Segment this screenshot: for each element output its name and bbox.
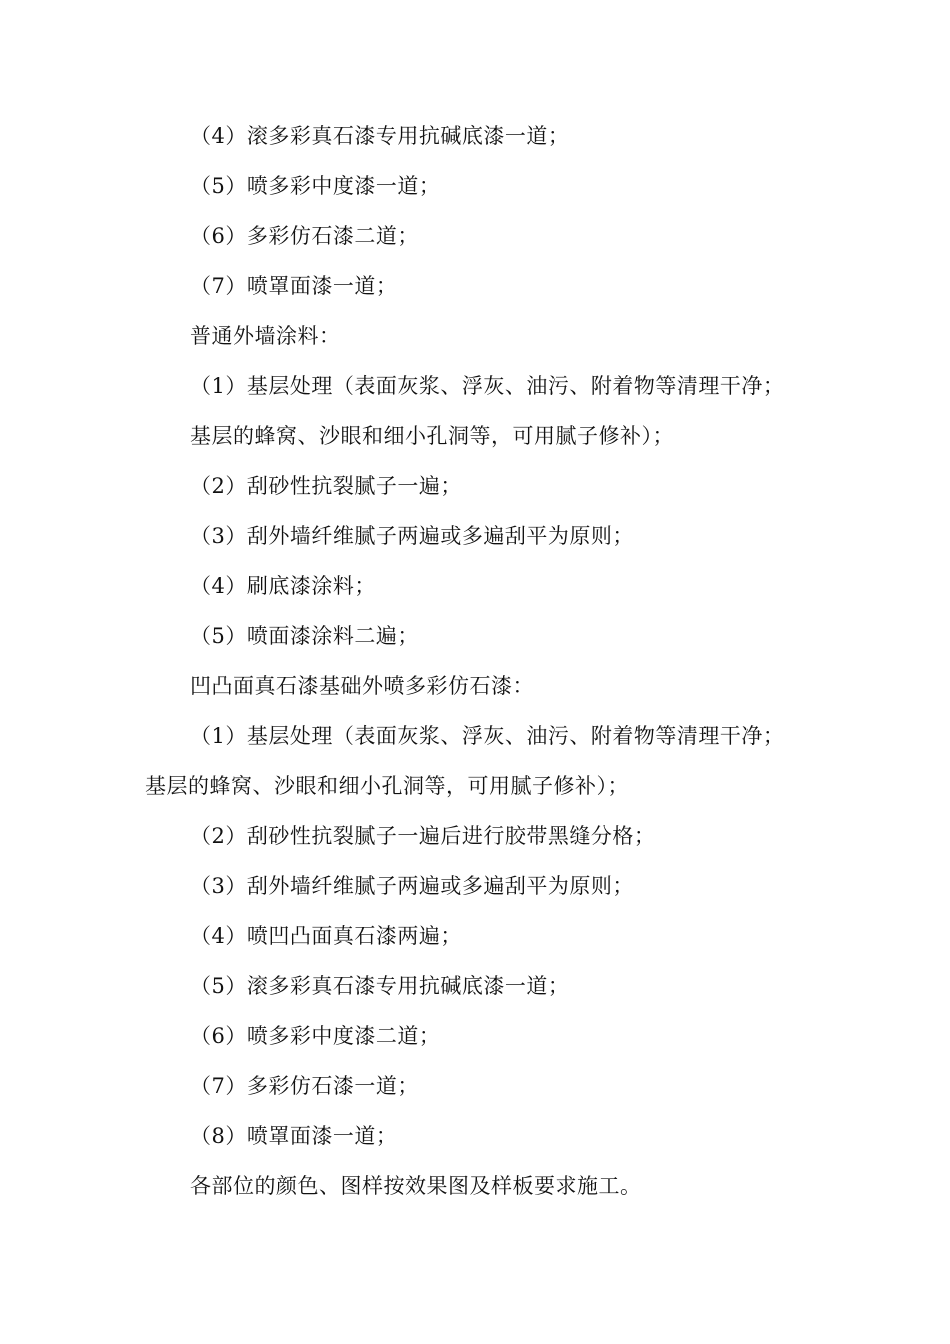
text-line: （3）刮外墙纤维腻子两遍或多遍刮平为原则； (190, 524, 634, 548)
text-line: （1）基层处理（表面灰浆、浮灰、油污、附着物等清理干净； (190, 374, 785, 398)
text-line: （4）滚多彩真石漆专用抗碱底漆一道； (190, 124, 570, 148)
section-heading: 普通外墙涂料： (190, 324, 341, 348)
text-line: （6）多彩仿石漆二道； (190, 224, 419, 248)
text-line: （3）刮外墙纤维腻子两遍或多遍刮平为原则； (190, 874, 634, 898)
text-line: （4）刷底漆涂料； (190, 574, 376, 598)
text-line: （6）喷多彩中度漆二道； (190, 1024, 441, 1048)
text-line: （4）喷凹凸面真石漆两遍； (190, 924, 462, 948)
text-line: （7）多彩仿石漆一道； (190, 1074, 419, 1098)
text-line: 各部位的颜色、图样按效果图及样板要求施工。 (190, 1174, 642, 1198)
text-line: 基层的蜂窝、沙眼和细小孔洞等，可用腻子修补）； (190, 424, 674, 448)
text-line: （5）滚多彩真石漆专用抗碱底漆一道； (190, 974, 570, 998)
text-line: （2）刮砂性抗裂腻子一遍后进行胶带黑缝分格； (190, 824, 656, 848)
text-line: （1）基层处理（表面灰浆、浮灰、油污、附着物等清理干净； (190, 724, 785, 748)
text-line: （5）喷多彩中度漆一道； (190, 174, 441, 198)
text-line: （7）喷罩面漆一道； (190, 274, 398, 298)
text-line: （5）喷面漆涂料二遍； (190, 624, 419, 648)
text-line: 基层的蜂窝、沙眼和细小孔洞等，可用腻子修补）； (145, 774, 629, 798)
section-heading: 凹凸面真石漆基础外喷多彩仿石漆： (190, 674, 534, 698)
text-line: （8）喷罩面漆一道； (190, 1124, 398, 1148)
text-line: （2）刮砂性抗裂腻子一遍； (190, 474, 462, 498)
